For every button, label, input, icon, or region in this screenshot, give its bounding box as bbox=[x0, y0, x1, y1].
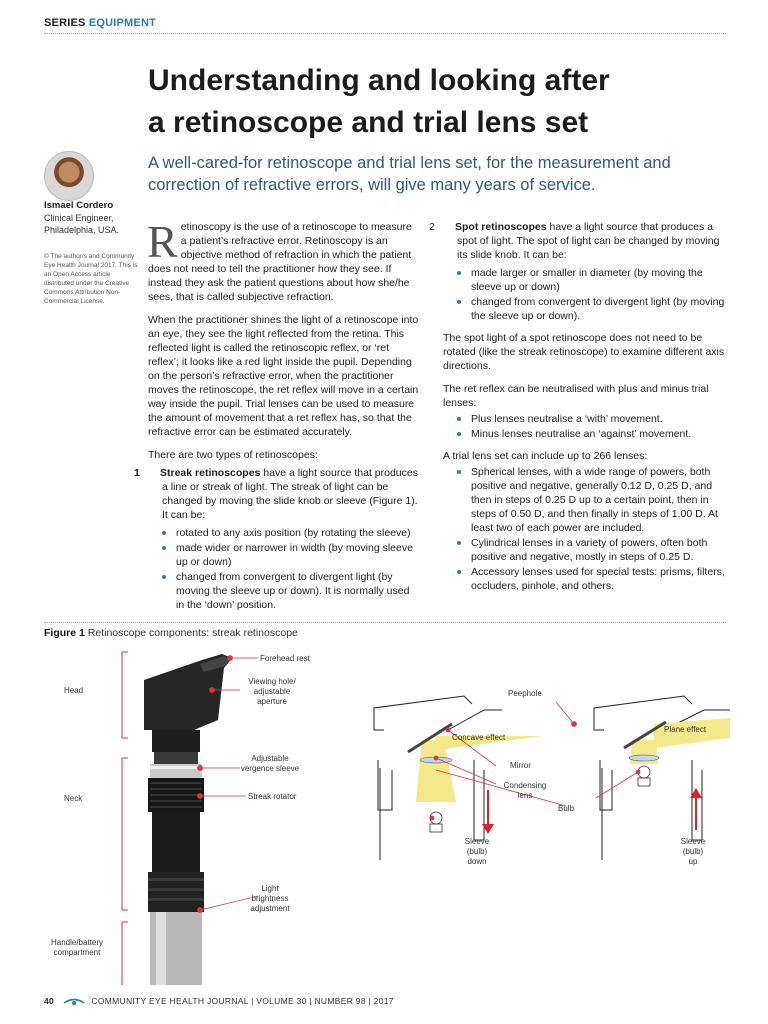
label-head: Head bbox=[64, 686, 84, 695]
page-number: 40 bbox=[44, 996, 55, 1006]
label-forehead-rest: Forehead rest bbox=[260, 654, 310, 663]
figure-label: Figure 1 bbox=[44, 627, 85, 639]
list-item: Minus lenses neutralise an ‘against’ movement. bbox=[471, 427, 725, 441]
label-neck: Neck bbox=[64, 794, 83, 803]
paragraph-spot-rotation: The spot light of a spot retinoscope does not need to be rotated (like the streak retinoscope) to examine different axis directions. bbox=[443, 332, 725, 372]
series-label bbox=[44, 17, 156, 29]
item-text: have a light source that produces a line or streak of light. The streak of light can be changed by moving the slide knob or sleeve (Figure 1). It can be: bbox=[162, 467, 418, 521]
label-sleeve-down-line-2: (bulb) bbox=[466, 847, 488, 856]
list-item: made wider or narrower in width (by moving sleeve up or down) bbox=[176, 541, 420, 569]
drop-cap: R bbox=[147, 216, 178, 267]
label-sleeve-up bbox=[676, 837, 710, 867]
streak-bullet-list bbox=[148, 526, 420, 612]
list-item: changed from convergent to divergent light (by moving the sleeve up or down). It is normally used in the ‘down’ position. bbox=[176, 570, 420, 612]
label-concave-effect: Concave effect bbox=[452, 733, 506, 742]
top-rule bbox=[44, 33, 726, 34]
label-sleeve-up-line-1: Sleeve bbox=[680, 837, 706, 846]
numbered-item-spot bbox=[429, 220, 725, 262]
author-role-line-1: Clinical Engineer, bbox=[44, 213, 114, 223]
intro-paragraph bbox=[147, 216, 420, 304]
series-word: SERIES bbox=[44, 17, 86, 29]
intro-text: etinoscopy is the use of a retinoscope to measure a patient’s refractive error. Retinoscopy is an objective method of refraction in which the patient does not need to tell the practitioner how they see. If instead they ask the patient questions about how she/he sees, that is called subjective refraction. bbox=[148, 221, 412, 303]
label-sleeve-up-line-3: up bbox=[688, 857, 698, 866]
label-sleeve-up-line-2: (bulb) bbox=[682, 847, 704, 856]
label-bright-line-2: brightness bbox=[251, 894, 289, 903]
column-left bbox=[134, 216, 420, 620]
author-photo bbox=[44, 151, 94, 201]
list-item: changed from convergent to divergent light (by moving the sleeve up or down). bbox=[471, 296, 725, 322]
paragraph-types: There are two types of retinoscopes: bbox=[148, 449, 318, 461]
page-footer bbox=[44, 996, 394, 1006]
label-bulb: Bulb bbox=[558, 804, 575, 813]
eye-logo-icon bbox=[63, 998, 85, 1006]
label-brightness bbox=[240, 884, 300, 914]
label-plane-effect: Plane effect bbox=[664, 725, 707, 734]
bulb-right bbox=[638, 766, 650, 786]
neck-bracket bbox=[122, 758, 128, 910]
diagram-callouts bbox=[430, 702, 640, 820]
retinoscope-illustration bbox=[144, 654, 232, 985]
list-item: Accessory lenses used for special tests: prisms, filters, occluders, pinhole, and others. bbox=[471, 566, 725, 592]
paragraph-ret-reflex: When the practitioner shines the light of a retinoscope into an eye, they see the light reflected from the retina. This reflected light is called the retinoscopic reflex, or ‘ret reflex’; it looks like a red light inside the pupil. Depending on the person’s refractive error, when the practitioner moves the retinoscope, the ret reflex will move in a certain way inside the pupil. Trial lenses can be used to measure the amount of movement that a ret reflex has, so that the refractive error can be estimated accurately. bbox=[148, 314, 419, 438]
handle-bracket bbox=[122, 922, 128, 985]
label-vergence-line-2: vergence sleeve bbox=[240, 764, 300, 773]
article-title bbox=[148, 60, 708, 144]
spot-bullet-list bbox=[443, 266, 725, 323]
column-right bbox=[429, 220, 725, 601]
paragraph-trial-lens: A trial lens set can include up to 266 lenses: bbox=[443, 450, 648, 462]
list-item: made larger or smaller in diameter (by moving the sleeve up or down) bbox=[471, 266, 725, 294]
label-viewing-line-2: adjustable bbox=[253, 687, 291, 696]
figure-caption-text: Retinoscope components: streak retinoscope bbox=[87, 627, 298, 639]
item-text: have a light source that produces a spot of light. The spot of light can be changed by moving its slide knob. It can be: bbox=[457, 221, 720, 261]
label-sleeve-down-line-3: down bbox=[467, 857, 487, 866]
standfirst: A well-cared-for retinoscope and trial lens set, for the measurement and correction of refractive errors, will give many years of service. bbox=[148, 154, 671, 194]
list-item: rotated to any axis position (by rotating the sleeve) bbox=[176, 526, 420, 540]
label-sleeve-down-line-1: Sleeve bbox=[464, 837, 490, 846]
label-condensing-lens bbox=[498, 781, 552, 801]
list-item: Cylindrical lenses in a variety of powers, often both positive and negative, mostly in steps of 0.25 D. bbox=[471, 536, 725, 564]
author-role bbox=[44, 212, 139, 236]
item-number: 2 bbox=[429, 221, 435, 233]
retinoscope-figure bbox=[44, 640, 730, 985]
label-mirror: Mirror bbox=[510, 761, 531, 770]
label-peephole: Peephole bbox=[508, 689, 542, 698]
label-vergence-line-1: Adjustable bbox=[251, 754, 289, 763]
label-bright-line-3: adjustment bbox=[250, 904, 290, 913]
section-word: EQUIPMENT bbox=[88, 17, 157, 29]
bulb-left bbox=[430, 812, 442, 832]
journal-info: COMMUNITY EYE HEALTH JOURNAL | VOLUME 30 | NUMBER 98 | 2017 bbox=[91, 996, 394, 1006]
label-viewing-line-3: aperture bbox=[257, 697, 287, 706]
numbered-item-streak bbox=[134, 466, 420, 522]
item-heading: Spot retinoscopes bbox=[455, 221, 547, 233]
label-streak-rotator: Streak rotator bbox=[248, 792, 297, 801]
label-cond-line-2: lens bbox=[517, 791, 533, 800]
list-item: Spherical lenses, with a wide range of powers, both positive and negative, generally 0.12 D, 0.25 D, and then in steps of 0.25 D up to a certain point, then in steps of 0.50 D, and then finally in steps of 1.00 D. At least two of each power are included. bbox=[471, 465, 725, 535]
label-bright-line-1: Light bbox=[261, 884, 279, 893]
paragraph-neutralise: The ret reflex can be neutralised with plus and minus trial lenses: bbox=[443, 383, 709, 409]
copyright-note: © The author/s and Community Eye Health Journal 2017. This is an Open Access article distributed under the Creative Commons Attribution Non-Commercial License. bbox=[44, 253, 138, 305]
author-name: Ismael Cordero bbox=[44, 200, 114, 211]
label-cond-line-1: Condensing bbox=[503, 781, 547, 790]
item-heading: Streak retinoscopes bbox=[160, 467, 261, 479]
label-handle bbox=[44, 938, 110, 958]
trial-lens-bullet-list bbox=[443, 465, 725, 593]
list-item: Plus lenses neutralise a ‘with’ movement. bbox=[471, 412, 725, 426]
label-handle-line-2: compartment bbox=[53, 948, 101, 957]
figure-caption bbox=[44, 627, 298, 639]
title-line-2: a retinoscope and trial lens set bbox=[148, 106, 589, 139]
figure-rule bbox=[44, 622, 726, 623]
title-line-1: Understanding and looking after bbox=[148, 64, 610, 97]
label-vergence-sleeve bbox=[232, 754, 308, 774]
label-viewing-hole bbox=[236, 677, 308, 707]
head-bracket bbox=[122, 652, 128, 738]
label-viewing-line-1: Viewing hole/ bbox=[248, 677, 296, 686]
neutralise-bullet-list bbox=[443, 412, 725, 441]
concave-light-cone bbox=[416, 740, 456, 802]
item-number: 1 bbox=[134, 467, 140, 479]
condensing-lens-right bbox=[629, 755, 659, 761]
label-handle-line-1: Handle/battery bbox=[50, 938, 104, 947]
label-sleeve-down bbox=[460, 837, 494, 867]
author-role-line-2: Philadelphia, USA. bbox=[44, 225, 120, 235]
